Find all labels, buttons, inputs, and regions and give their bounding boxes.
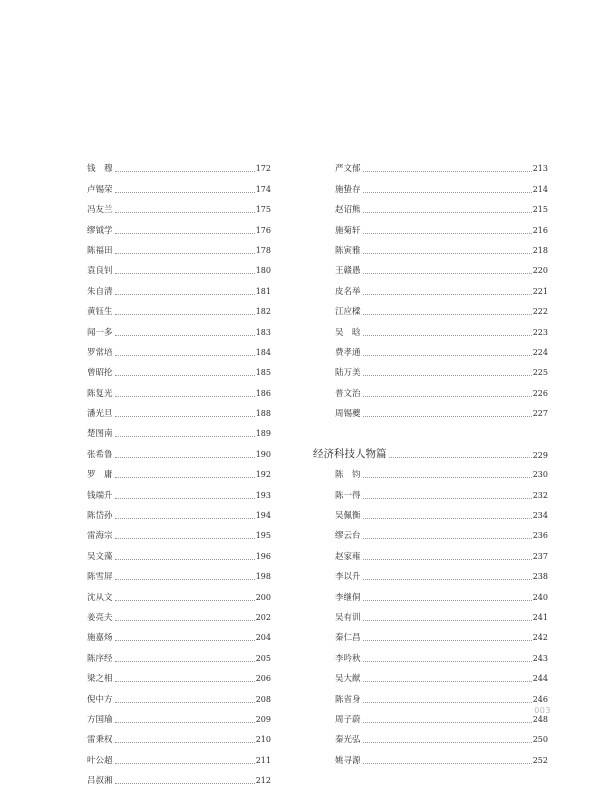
dot-leader — [363, 191, 532, 193]
entry-page-number: 215 — [532, 205, 548, 215]
toc-entry[interactable] — [313, 562, 548, 582]
entry-name: 陈岱孙 — [87, 511, 113, 522]
dot-leader — [115, 415, 255, 417]
dot-leader — [363, 701, 532, 703]
dot-leader — [363, 599, 532, 601]
toc-entry[interactable] — [313, 215, 548, 235]
dot-leader — [363, 476, 532, 478]
dot-leader — [115, 191, 255, 193]
dot-leader — [363, 578, 532, 580]
entry-name: 钱端升 — [87, 490, 113, 501]
entry-name: 倪中方 — [87, 694, 113, 705]
entry-name: 陈省身 — [335, 694, 361, 705]
entry-name: 吴文藻 — [87, 551, 113, 562]
toc-entry[interactable] — [313, 725, 548, 745]
entry-name: 缪云台 — [335, 531, 361, 542]
toc-entry[interactable] — [313, 338, 548, 358]
toc-entry[interactable] — [313, 174, 548, 194]
entry-page-number: 250 — [532, 735, 548, 745]
toc-right-column — [313, 154, 548, 766]
entry-page-number: 220 — [532, 266, 548, 276]
entry-name: 姚寻源 — [335, 755, 361, 766]
entry-name: 李继侗 — [335, 592, 361, 603]
toc-entry[interactable] — [313, 297, 548, 317]
dot-leader — [363, 415, 532, 417]
entry-page-number: 224 — [532, 347, 548, 357]
toc-entry[interactable] — [87, 684, 271, 704]
entry-name: 方国瑜 — [87, 714, 113, 725]
toc-entry[interactable] — [87, 562, 271, 582]
dot-leader — [363, 170, 532, 172]
entry-page-number: 248 — [532, 714, 548, 724]
toc-entry[interactable] — [87, 643, 271, 663]
entry-page-number: 221 — [532, 286, 548, 296]
toc-entry[interactable] — [313, 684, 548, 704]
toc-entry[interactable] — [87, 766, 271, 786]
entry-page-number: 206 — [255, 674, 271, 684]
entry-name: 严文郁 — [335, 164, 361, 175]
entry-page-number: 195 — [255, 531, 271, 541]
toc-entry[interactable] — [313, 582, 548, 602]
toc-entry[interactable] — [313, 256, 548, 276]
entry-page-number: 222 — [532, 307, 548, 317]
toc-entry[interactable] — [87, 501, 271, 521]
dot-leader — [115, 782, 255, 784]
entry-name: 赵家雍 — [335, 551, 361, 562]
dot-leader — [115, 374, 255, 376]
entry-name: 秦仁昌 — [335, 633, 361, 644]
entry-name: 吴有训 — [335, 612, 361, 623]
toc-entry[interactable] — [313, 521, 548, 541]
entry-name: 闻一多 — [87, 327, 113, 338]
entry-name: 皮名举 — [335, 286, 361, 297]
entry-name: 黄钰生 — [87, 307, 113, 318]
entry-name: 卢锡荣 — [87, 184, 113, 195]
dot-leader — [115, 476, 255, 478]
toc-entry[interactable] — [313, 276, 548, 296]
entry-name: 周锡夔 — [335, 409, 361, 420]
toc-entry[interactable] — [87, 256, 271, 276]
entry-page-number: 223 — [532, 327, 548, 337]
toc-entry[interactable] — [87, 603, 271, 623]
toc-entry[interactable] — [87, 460, 271, 480]
dot-leader — [115, 395, 255, 397]
entry-name: 施嘉炀 — [87, 633, 113, 644]
entry-page-number: 210 — [255, 735, 271, 745]
dot-leader — [363, 334, 532, 336]
entry-page-number: 205 — [255, 653, 271, 663]
dot-leader — [115, 701, 255, 703]
entry-name: 陈寅雅 — [335, 245, 361, 256]
entry-name: 费孝通 — [335, 347, 361, 358]
entry-page-number: 184 — [255, 347, 271, 357]
dot-leader — [363, 762, 532, 764]
entry-name: 陈 钧 — [335, 470, 361, 481]
entry-name: 王赣愚 — [335, 266, 361, 277]
toc-entry[interactable] — [87, 338, 271, 358]
entry-name: 施菊轩 — [335, 225, 361, 236]
entry-name: 冯友兰 — [87, 205, 113, 216]
entry-name: 秦光弘 — [335, 735, 361, 746]
toc-entry[interactable] — [87, 358, 271, 378]
toc-entry[interactable] — [313, 745, 548, 765]
toc-right-bottom-list — [313, 460, 548, 766]
entry-name: 钱 穆 — [87, 164, 113, 175]
toc-entry[interactable] — [87, 195, 271, 215]
entry-page-number: 175 — [255, 205, 271, 215]
entry-page-number: 196 — [255, 551, 271, 561]
entry-page-number: 238 — [532, 572, 548, 582]
entry-page-number: 185 — [255, 368, 271, 378]
toc-entry[interactable] — [313, 643, 548, 663]
toc-entry[interactable] — [87, 521, 271, 541]
dot-leader — [363, 558, 532, 560]
entry-name: 李吟秋 — [335, 653, 361, 664]
entry-name: 罗 庸 — [87, 470, 113, 481]
entry-page-number: 241 — [532, 612, 548, 622]
entry-page-number: 189 — [255, 429, 271, 439]
dot-leader — [115, 232, 255, 234]
entry-name: 姜亮夫 — [87, 612, 113, 623]
toc-entry[interactable] — [87, 623, 271, 643]
toc-entry[interactable] — [87, 174, 271, 194]
entry-page-number: 232 — [532, 490, 548, 500]
dot-leader — [115, 354, 255, 356]
dot-leader — [115, 599, 255, 601]
entry-page-number: 178 — [255, 245, 271, 255]
entry-page-number: 183 — [255, 327, 271, 337]
toc-entry[interactable] — [87, 236, 271, 256]
dot-leader — [389, 456, 532, 458]
entry-page-number: 200 — [255, 592, 271, 602]
entry-page-number: 209 — [255, 714, 271, 724]
dot-leader — [363, 354, 532, 356]
entry-name: 楚图南 — [87, 429, 113, 440]
entry-name: 吴 晗 — [335, 327, 361, 338]
entry-page-number: 172 — [255, 164, 271, 174]
entry-page-number: 213 — [532, 164, 548, 174]
dot-leader — [115, 272, 255, 274]
toc-entry[interactable] — [87, 297, 271, 317]
entry-name: 袁良钊 — [87, 266, 113, 277]
entry-name: 吴大猷 — [335, 674, 361, 685]
entry-name: 雷海宗 — [87, 531, 113, 542]
dot-leader — [115, 435, 255, 437]
dot-leader — [115, 639, 255, 641]
entry-page-number: 202 — [255, 612, 271, 622]
dot-leader — [363, 313, 532, 315]
dot-leader — [363, 497, 532, 499]
dot-leader — [115, 721, 255, 723]
entry-page-number: 176 — [255, 225, 271, 235]
page-number: 003 — [534, 706, 551, 715]
entry-page-number: 234 — [532, 511, 548, 521]
entry-page-number: 227 — [532, 409, 548, 419]
entry-page-number: 208 — [255, 694, 271, 704]
entry-name: 周子蔚 — [335, 714, 361, 725]
toc-entry[interactable] — [87, 399, 271, 419]
entry-page-number: 181 — [255, 286, 271, 296]
entry-name: 潘光旦 — [87, 409, 113, 420]
toc-entry[interactable] — [87, 276, 271, 296]
entry-name: 张希鲁 — [87, 449, 113, 460]
toc-entry[interactable] — [87, 378, 271, 398]
toc-entry[interactable] — [313, 154, 548, 174]
entry-page-number: 190 — [255, 449, 271, 459]
dot-leader — [363, 660, 532, 662]
dot-leader — [115, 619, 255, 621]
dot-leader — [363, 232, 532, 234]
toc-entry[interactable] — [313, 623, 548, 643]
dot-leader — [115, 211, 255, 213]
toc-entry[interactable] — [313, 664, 548, 684]
entry-name: 梁之相 — [87, 674, 113, 685]
dot-leader — [115, 741, 255, 743]
toc-entry[interactable] — [87, 664, 271, 684]
entry-page-number: 218 — [532, 245, 548, 255]
entry-page-number: 226 — [532, 388, 548, 398]
entry-name: 罗常培 — [87, 347, 113, 358]
entry-page-number: 237 — [532, 551, 548, 561]
entry-name: 江应樑 — [335, 307, 361, 318]
entry-page-number: 198 — [255, 572, 271, 582]
dot-leader — [115, 517, 255, 519]
toc-entry[interactable] — [87, 480, 271, 500]
entry-name: 曾昭抡 — [87, 368, 113, 379]
entry-name: 陈复光 — [87, 388, 113, 399]
dot-leader — [115, 762, 255, 764]
entry-page-number: 240 — [532, 592, 548, 602]
entry-page-number: 212 — [255, 776, 271, 786]
entry-page-number: 216 — [532, 225, 548, 235]
dot-leader — [115, 293, 255, 295]
entry-name: 叶公超 — [87, 755, 113, 766]
dot-leader — [115, 660, 255, 662]
dot-leader — [115, 334, 255, 336]
dot-leader — [115, 497, 255, 499]
entry-name: 普文治 — [335, 388, 361, 399]
entry-name: 吴佩衡 — [335, 511, 361, 522]
toc-entry[interactable] — [313, 358, 548, 378]
entry-page-number: 188 — [255, 409, 271, 419]
toc-section-heading[interactable] — [313, 439, 548, 459]
dot-leader — [363, 272, 532, 274]
toc-entry[interactable] — [87, 705, 271, 725]
dot-leader — [363, 252, 532, 254]
entry-page-number: 230 — [532, 470, 548, 480]
toc-entry[interactable] — [313, 541, 548, 561]
toc-entry[interactable] — [87, 154, 271, 174]
dot-leader — [363, 395, 532, 397]
toc-entry[interactable] — [87, 317, 271, 337]
dot-leader — [363, 639, 532, 641]
entry-page-number: 186 — [255, 388, 271, 398]
dot-leader — [115, 170, 255, 172]
entry-name: 陈序经 — [87, 653, 113, 664]
entry-page-number: 236 — [532, 531, 548, 541]
entry-name: 陈一得 — [335, 490, 361, 501]
toc-entry[interactable] — [87, 419, 271, 439]
entry-page-number: 243 — [532, 653, 548, 663]
section-page-number: 229 — [532, 450, 548, 460]
entry-page-number: 211 — [255, 755, 271, 765]
dot-leader — [115, 313, 255, 315]
entry-name: 施蛰存 — [335, 184, 361, 195]
dot-leader — [115, 456, 255, 458]
entry-name: 陈福田 — [87, 245, 113, 256]
dot-leader — [115, 537, 255, 539]
entry-name: 李以升 — [335, 572, 361, 583]
dot-leader — [115, 680, 255, 682]
entry-name: 陆万美 — [335, 368, 361, 379]
toc-entry[interactable] — [313, 317, 548, 337]
entry-page-number: 194 — [255, 511, 271, 521]
dot-leader — [363, 680, 532, 682]
toc-right-top-list — [313, 154, 548, 419]
toc-entry[interactable] — [87, 745, 271, 765]
toc-entry[interactable] — [313, 195, 548, 215]
dot-leader — [115, 578, 255, 580]
entry-page-number: 192 — [255, 470, 271, 480]
entry-name: 陈雪屏 — [87, 572, 113, 583]
toc-entry[interactable] — [313, 705, 548, 725]
toc-entry[interactable] — [87, 215, 271, 235]
dot-leader — [363, 619, 532, 621]
toc-entry[interactable] — [313, 603, 548, 623]
entry-page-number: 174 — [255, 184, 271, 194]
toc-entry[interactable] — [87, 439, 271, 459]
dot-leader — [363, 374, 532, 376]
dot-leader — [363, 211, 532, 213]
entry-page-number: 246 — [532, 694, 548, 704]
entry-name: 缪钺学 — [87, 225, 113, 236]
entry-page-number: 242 — [532, 633, 548, 643]
toc-entry[interactable] — [313, 399, 548, 419]
entry-page-number: 225 — [532, 368, 548, 378]
entry-page-number: 244 — [532, 674, 548, 684]
toc-entry[interactable] — [313, 501, 548, 521]
toc-entry[interactable] — [313, 460, 548, 480]
entry-page-number: 182 — [255, 307, 271, 317]
toc-entry[interactable] — [87, 725, 271, 745]
dot-leader — [363, 721, 532, 723]
dot-leader — [363, 741, 532, 743]
dot-leader — [363, 537, 532, 539]
entry-name: 赵诏熊 — [335, 205, 361, 216]
entry-page-number: 193 — [255, 490, 271, 500]
toc-entry[interactable] — [313, 480, 548, 500]
entry-name: 沈从文 — [87, 592, 113, 603]
entry-page-number: 252 — [532, 755, 548, 765]
entry-page-number: 180 — [255, 266, 271, 276]
dot-leader — [363, 517, 532, 519]
toc-entry[interactable] — [313, 378, 548, 398]
entry-name: 吕叔湘 — [87, 776, 113, 787]
dot-leader — [363, 293, 532, 295]
entry-name: 朱自清 — [87, 286, 113, 297]
entry-page-number: 214 — [532, 184, 548, 194]
entry-page-number: 204 — [255, 633, 271, 643]
dot-leader — [115, 252, 255, 254]
section-title: 经济科技人物篇 — [313, 447, 387, 460]
entry-name: 雷秉权 — [87, 735, 113, 746]
toc-entry[interactable] — [87, 582, 271, 602]
dot-leader — [115, 558, 255, 560]
toc-entry[interactable] — [87, 541, 271, 561]
toc-entry[interactable] — [313, 236, 548, 256]
toc-left-column — [87, 154, 271, 786]
